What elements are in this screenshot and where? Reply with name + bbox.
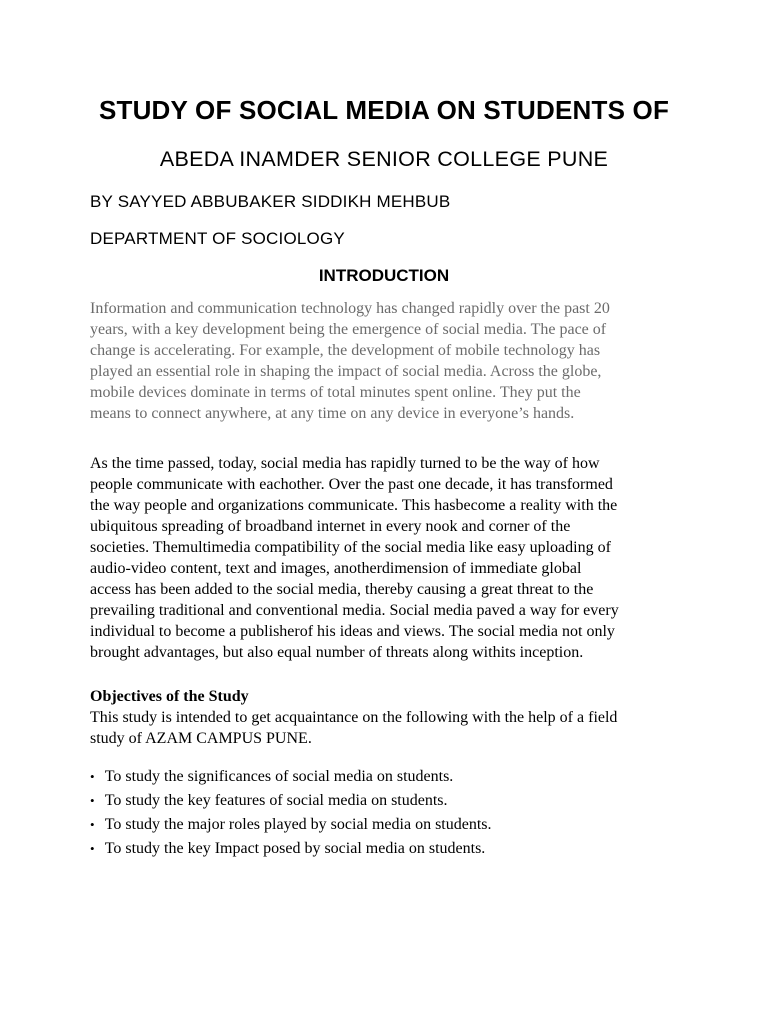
paragraph-line: audio-video content, text and images, anotherdimension of immediate global xyxy=(90,560,582,577)
paragraph-line: As the time passed, today, social media has rapidly turned to be the way of how xyxy=(90,455,600,472)
introduction-heading: INTRODUCTION xyxy=(318,266,450,285)
paragraph-line: played an essential role in shaping the impact of social media. Across the globe, xyxy=(90,363,602,380)
list-item xyxy=(90,765,690,789)
paragraph-line: societies. Themultimedia compatibility of the social media like easy uploading of xyxy=(90,539,611,556)
paragraph-line: years, with a key development being the emergence of social media. The pace of xyxy=(90,321,607,338)
college-name: ABEDA INAMDER SENIOR COLLEGE PUNE xyxy=(159,147,609,171)
list-item xyxy=(90,813,690,837)
list-item-text: To study the major roles played by social media on students. xyxy=(104,816,492,833)
paragraph-line: individual to become a publisherof his ideas and views. The social media not only xyxy=(90,623,615,640)
objectives-heading: Objectives of the Study xyxy=(90,688,249,705)
introduction-paragraph xyxy=(90,298,690,424)
objectives-intro-line: study of AZAM CAMPUS PUNE. xyxy=(90,730,312,747)
list-item-text: To study the significances of social media on students. xyxy=(104,768,454,785)
paragraph-line: prevailing traditional and conventional media. Social media paved a way for every xyxy=(90,602,619,619)
objectives-list xyxy=(90,765,690,861)
paragraph-line: mobile devices dominate in terms of total minutes spent online. They put the xyxy=(90,384,581,401)
body-paragraph xyxy=(90,453,690,663)
list-item-text: To study the key features of social media on students. xyxy=(104,792,448,809)
document-title: STUDY OF SOCIAL MEDIA ON STUDENTS OF xyxy=(98,95,670,125)
paragraph-line: change is accelerating. For example, the development of mobile technology has xyxy=(90,342,601,359)
paragraph-line: access has been added to the social media, thereby causing a great threat to the xyxy=(90,581,594,598)
department-line: DEPARTMENT OF SOCIOLOGY xyxy=(90,229,345,248)
paragraph-line: means to connect anywhere, at any time on any device in everyone’s hands. xyxy=(90,405,575,422)
list-item xyxy=(90,789,690,813)
list-item xyxy=(90,837,690,861)
bullet-icon: • xyxy=(90,769,95,784)
bullet-icon: • xyxy=(90,793,95,808)
paragraph-line: the way people and organizations communicate. This hasbecome a reality with the xyxy=(90,497,618,514)
bullet-icon: • xyxy=(90,841,95,856)
author-line: BY SAYYED ABBUBAKER SIDDIKH MEHBUB xyxy=(90,192,451,211)
objectives-intro-line: This study is intended to get acquaintance on the following with the help of a field xyxy=(90,709,618,726)
paragraph-line: ubiquitous spreading of broadband internet in every nook and corner of the xyxy=(90,518,571,535)
list-item-text: To study the key Impact posed by social media on students. xyxy=(104,840,486,857)
objectives-section xyxy=(90,686,690,749)
paragraph-line: Information and communication technology has changed rapidly over the past 20 xyxy=(90,300,610,317)
paragraph-line: brought advantages, but also equal number of threats along withits inception. xyxy=(90,644,584,661)
paragraph-line: people communicate with eachother. Over the past one decade, it has transformed xyxy=(90,476,613,493)
bullet-icon: • xyxy=(90,817,95,832)
